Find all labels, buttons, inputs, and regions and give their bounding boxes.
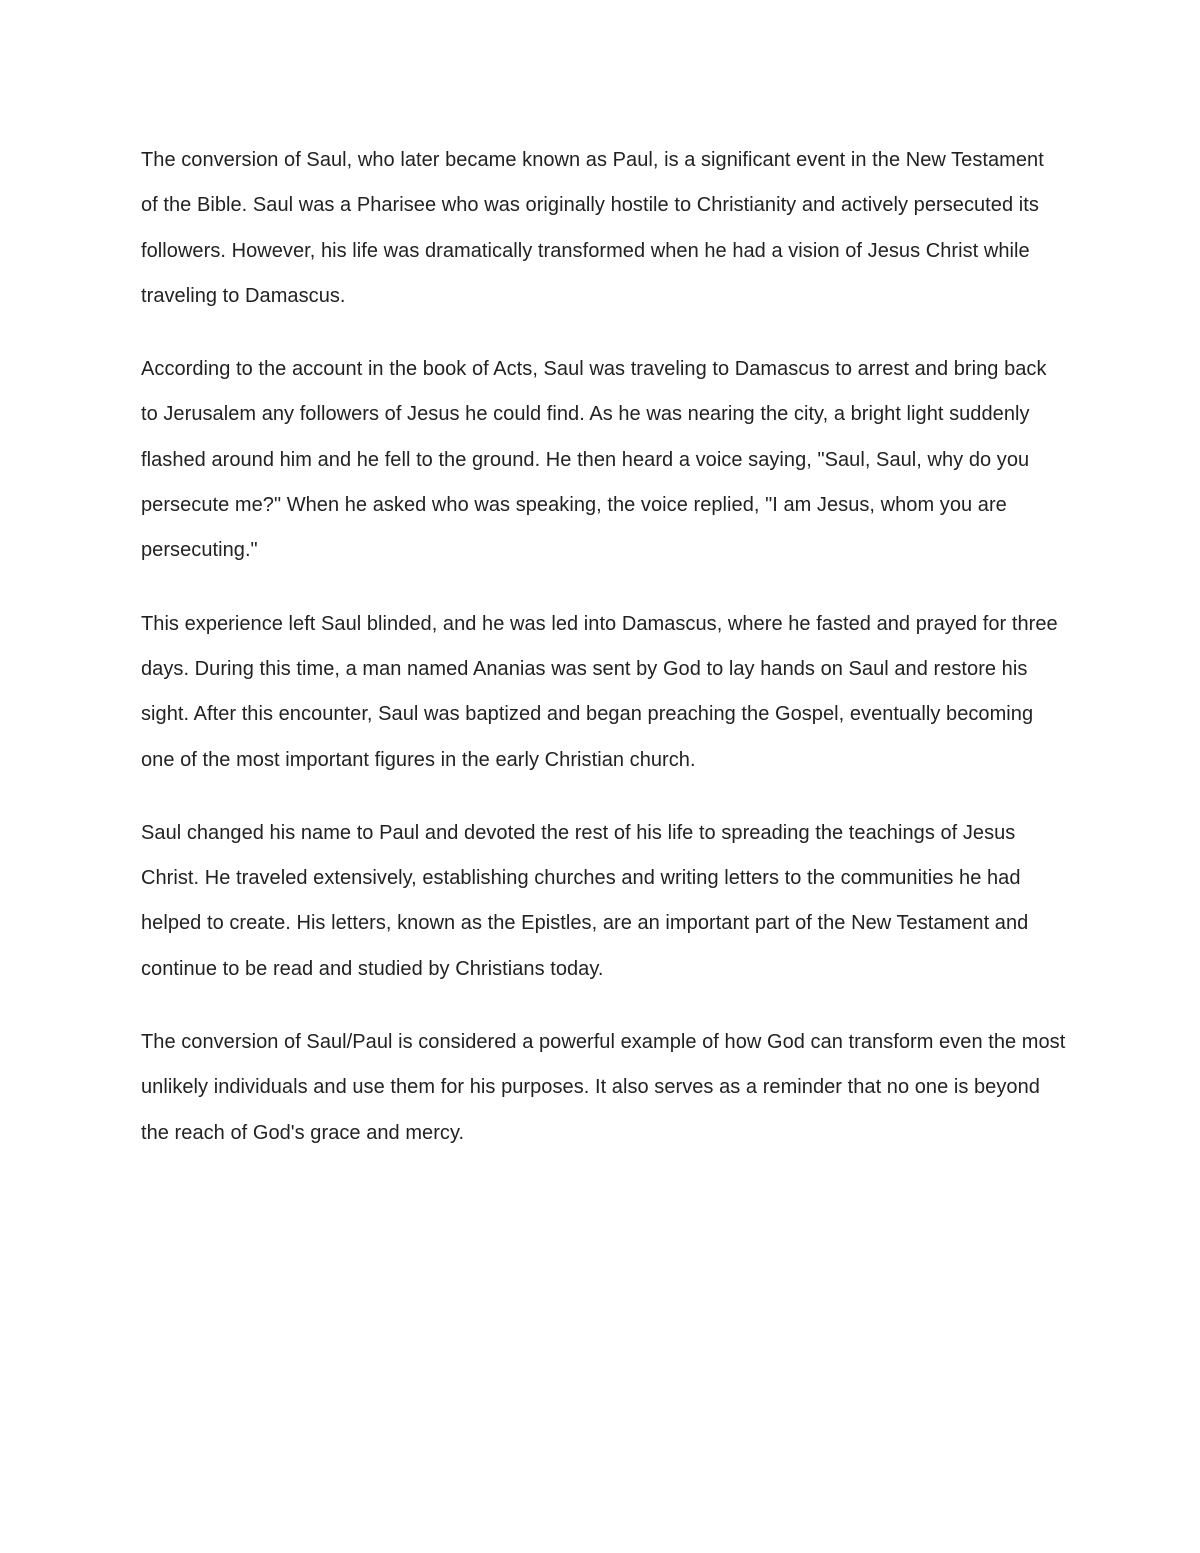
paragraph-2: According to the account in the book of Acts, Saul was traveling to Damascus to arrest and bring back to Jerusalem any followers of Jesus he could find. As he was nearing the city, a bright light suddenly flashed around him and he fell to the ground. He then heard a voice saying, "Saul, Saul, why do you persecute me?" When he asked who was speaking, the voice replied, "I am Jesus, whom you are persecuting." (141, 358, 1047, 562)
paragraph-3: This experience left Saul blinded, and he was led into Damascus, where he fasted and prayed for three days. During this time, a man named Ananias was sent by God to lay hands on Saul and restore his sight. After this encounter, Saul was baptized and began preaching the Gospel, eventually becoming one of the most important figures in the early Christian church. (141, 612, 1058, 771)
document-body (141, 138, 1066, 1184)
paragraph-1: The conversion of Saul, who later became known as Paul, is a significant event in the New Testament of the Bible. Saul was a Pharisee who was originally hostile to Christianity and actively persecuted its followers. However, his life was dramatically transformed when he had a vision of Jesus Christ while traveling to Damascus. (141, 149, 1044, 307)
paragraph-5: The conversion of Saul/Paul is considered a powerful example of how God can transform even the most unlikely individuals and use them for his purposes. It also serves as a reminder that no one is beyond the reach of God's grace and mercy. (141, 1031, 1066, 1144)
paragraph-4: Saul changed his name to Paul and devoted the rest of his life to spreading the teachings of Jesus Christ. He traveled extensively, establishing churches and writing letters to the communities he had helped to create. His letters, known as the Epistles, are an important part of the New Testament and continue to be read and studied by Christians today. (141, 821, 1029, 980)
